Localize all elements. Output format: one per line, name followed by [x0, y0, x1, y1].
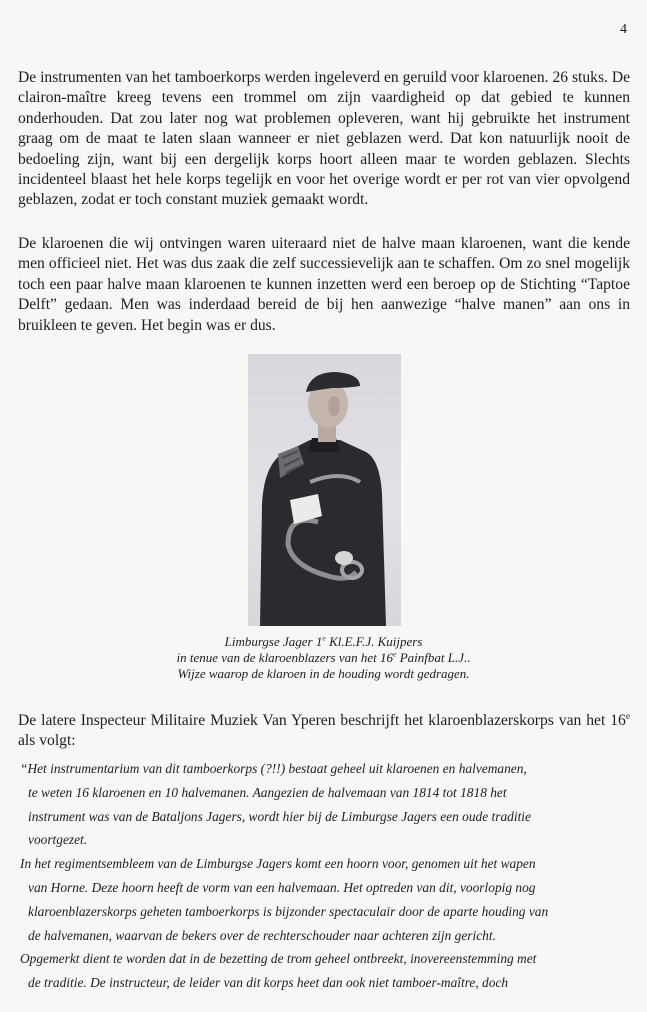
- quote-line: “Het instrumentarium van dit tamboerkorps (?!!) bestaat geheel uit klaroenen en halvemanen,: [20, 761, 527, 776]
- quote-line: voortgezet.: [28, 832, 88, 848]
- photo-caption: [100, 634, 547, 682]
- quote-line: te weten 16 klaroenen en 10 halvemanen. Aangezien de halvemaan van 1814 tot 1818 het: [28, 784, 507, 800]
- caption-line-3: Wijze waarop de klaroen in de houding wordt gedragen.: [177, 666, 470, 681]
- quote-line: de traditie. De instructeur, de leider van dit korps heet dan ook niet tamboer-maître, doch: [28, 975, 509, 991]
- caption-line-2: in tenue van de klaroenblazers van het 16e Painfbat L.J..: [176, 649, 471, 665]
- quote-line: In het regimentsembleem van de Limburgse Jagers komt een hoorn voor, genomen uit het wapen: [20, 856, 536, 872]
- quote-line: instrument was van de Bataljons Jagers, wordt hier bij de Limburgse Jagers een oude traditie: [28, 808, 531, 824]
- caption-line-1: Limburgse Jager 1e Kl.E.F.J. Kuijpers: [224, 633, 423, 649]
- quote-line: Opgemerkt dient te worden dat in de bezetting de trom geheel ontbreekt, inovereenstemming met: [20, 951, 537, 967]
- page-number: 4: [620, 22, 627, 37]
- paragraph-instruments: De instrumenten van het tamboerkorps werden ingeleverd en geruild voor klaroenen. 26 stuks. De clairon-maître kreeg tevens een trommel om zijn vaardigheid op dat gebied te kunnen onderhouden. Dat zou later nog wat problemen opleveren, want hij gebruikte het instrument graag om de maat te laten slaan wanneer er niet geblazen werd. Dat kon natuurlijk nooit de bedoeling zijn, want bij een dergelijk korps hoort alleen maar te worden geblazen. Slechts incidenteel blaast het hele korps tegelijk en voor het overige wordt er per rot van vier opvolgend geblazen, zodat er toch constant muziek gemaakt wordt.: [18, 69, 630, 209]
- paragraph-intro: De latere Inspecteur Militaire Muziek Van Yperen beschrijft het klaroenblazerskorps van het 16e als volgt:: [18, 711, 630, 750]
- quote-line: klaroenblazerskorps geheten tamboerkorps is bijzonder spectaculair door de aparte houding van: [28, 903, 549, 919]
- quote-line: de halvemanen, waarvan de bekers over de rechterschouder naar achteren zijn gericht.: [28, 927, 496, 943]
- quote-line: van Horne. Deze hoorn heeft de vorm van een halvemaan. Het optreden van dit, voorlopig nog: [28, 879, 536, 895]
- bugler-figure: [248, 354, 401, 626]
- quote-block: [20, 757, 632, 995]
- photo-bugler: [248, 354, 401, 626]
- paragraph-klaroenen: De klaroenen die wij ontvingen waren uiteraard niet de halve maan klaroenen, want die kende men officieel niet. Het was dus zaak die zelf successievelijk aan te schaffen. Om zo snel mogelijk toch een paar halve maan klaroenen te kunnen inzetten werd een beroep op de Stichting “Taptoe Delft” gedaan. Men was inderdaad bereid de bij hen aanwezige “halve manen” aan ons in bruikleen te geven. Het begin was er dus.: [18, 235, 630, 334]
